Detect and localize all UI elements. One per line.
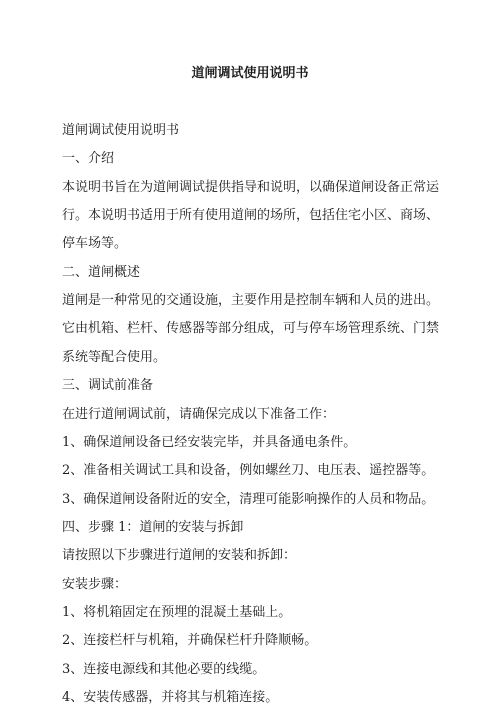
paragraph-line: 系统等配合使用。 xyxy=(62,350,167,365)
section-heading-overview: 二、道闸概述 xyxy=(62,265,141,280)
paragraph-line: 行。本说明书适用于所有使用道闸的场所，包括住宅小区、商场、 xyxy=(62,208,440,223)
paragraph-line: 请按照以下步骤进行道闸的安装和拆卸： xyxy=(62,548,297,563)
list-item: 1、将机箱固定在预埋的混凝土基础上。 xyxy=(62,605,292,620)
paragraph-line: 在进行道闸调试前，请确保完成以下准备工作： xyxy=(62,407,336,422)
section-heading-step-1: 四、步骤 1：道闸的安装与拆卸 xyxy=(62,520,244,535)
list-item: 3、连接电源线和其他必要的线缆。 xyxy=(62,662,266,677)
paragraph-line: 本说明书旨在为道闸调试提供指导和说明，以确保道闸设备正常运 xyxy=(62,180,440,195)
paragraph-line: 它由机箱、栏杆、传感器等部分组成，可与停车场管理系统、门禁 xyxy=(62,321,440,336)
subheading-install-steps: 安装步骤： xyxy=(62,577,128,592)
list-item: 4、安装传感器，并将其与机箱连接。 xyxy=(62,690,279,705)
section-heading-introduction: 一、介绍 xyxy=(62,151,115,166)
document-subtitle: 道闸调试使用说明书 xyxy=(62,123,180,138)
list-item: 1、确保道闸设备已经安装完毕，并具备通电条件。 xyxy=(62,435,357,450)
paragraph-line: 停车场等。 xyxy=(62,236,128,251)
paragraph-line: 道闸是一种常见的交通设施，主要作用是控制车辆和人员的进出。 xyxy=(62,293,440,308)
list-item: 2、连接栏杆与机箱，并确保栏杆升降顺畅。 xyxy=(62,633,318,648)
section-heading-preparation: 三、调试前准备 xyxy=(62,378,154,393)
list-item: 2、准备相关调试工具和设备，例如螺丝刀、电压表、遥控器等。 xyxy=(62,463,435,478)
list-item: 3、确保道闸设备附近的安全，清理可能影响操作的人员和物品。 xyxy=(62,492,435,507)
document-title: 道闸调试使用说明书 xyxy=(191,66,309,81)
